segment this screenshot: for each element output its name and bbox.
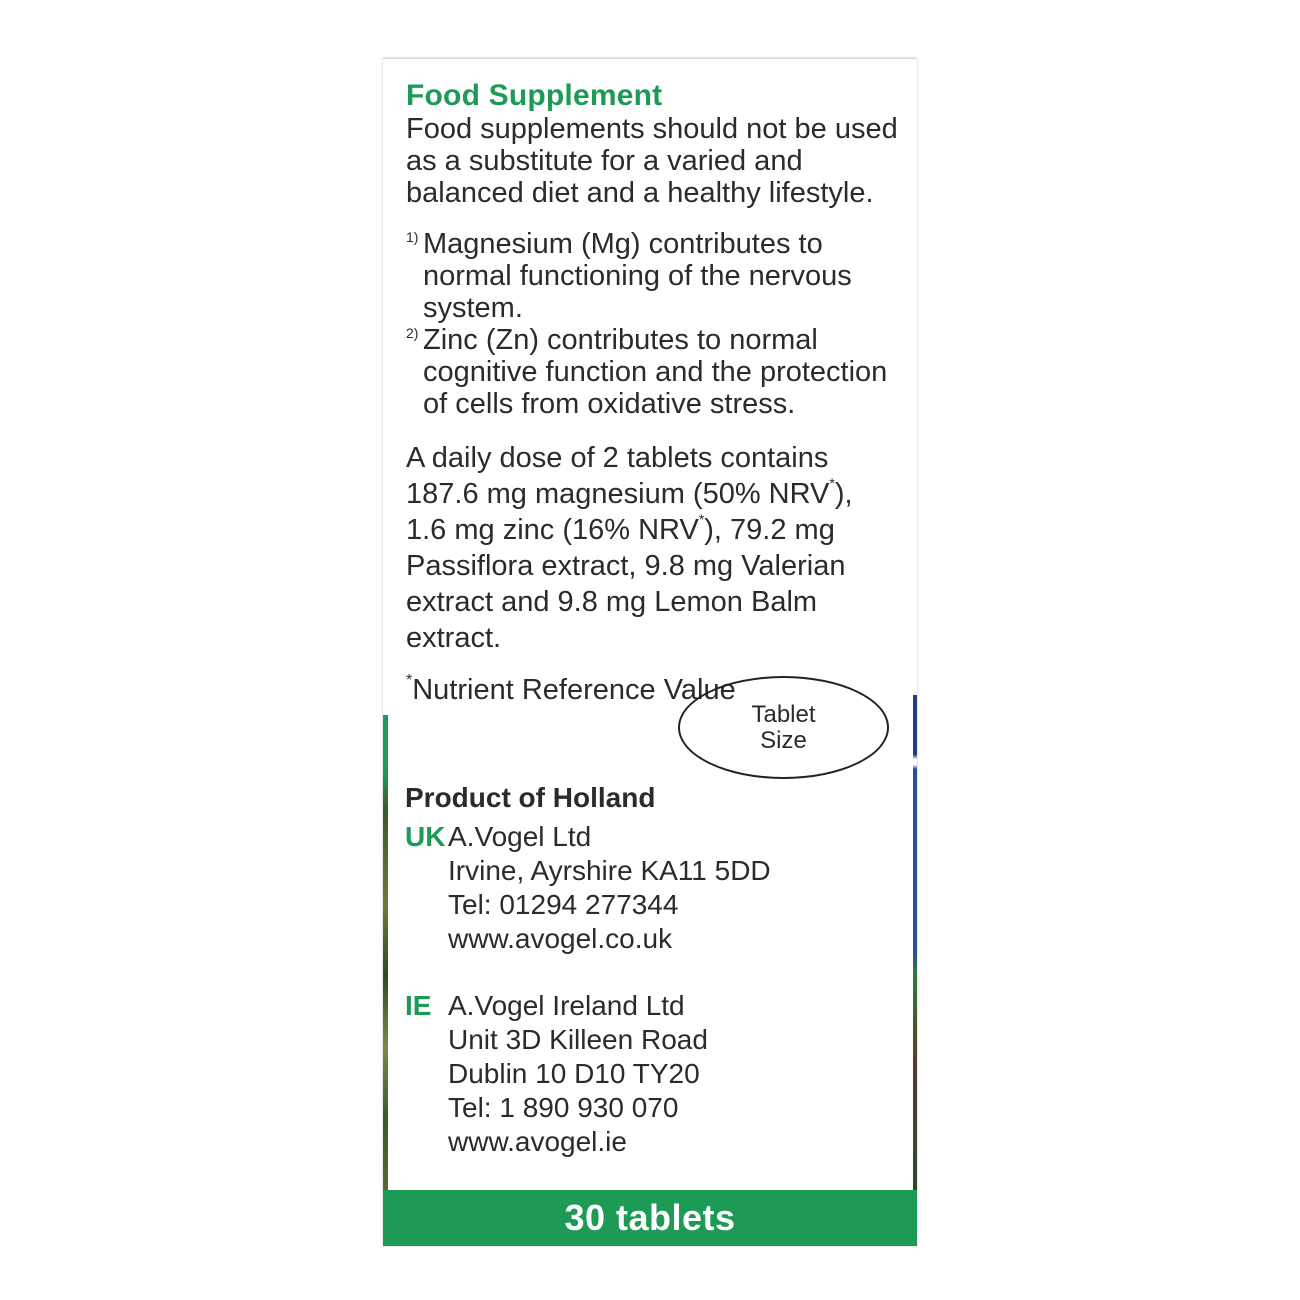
address-line: Unit 3D Killeen Road: [448, 1024, 708, 1055]
address-line: Irvine, Ayrshire KA11 5DD: [448, 855, 771, 886]
label-panel: [383, 58, 917, 1246]
dose-line: extract and 9.8 mg Lemon Balm extract.: [406, 586, 818, 654]
footnote-zinc: [406, 324, 901, 420]
country-code: IE: [405, 990, 432, 1021]
asterisk: *: [406, 672, 413, 689]
address-lines: [448, 989, 708, 1159]
address-line: Tel: 1 890 930 070: [448, 1092, 679, 1123]
address-line: Dublin 10 D10 TY20: [448, 1058, 700, 1089]
box-side-edge-left: [383, 715, 388, 1190]
footnote-line: cognitive function and the protection: [423, 356, 888, 388]
dose-text: ),: [834, 478, 853, 510]
dose-line: A daily dose of 2 tablets contains: [406, 442, 829, 474]
footnote-line: Magnesium (Mg) contributes to: [423, 228, 823, 260]
footnote-magnesium: [406, 228, 901, 324]
product-origin: Product of Holland: [405, 782, 656, 813]
footnote-line: of cells from oxidative stress.: [423, 388, 796, 420]
footnote-list: [406, 228, 901, 420]
nrv-text: Nutrient Reference Value: [412, 674, 736, 706]
label-text: [406, 79, 901, 706]
footnote-marker: 1): [406, 229, 419, 245]
address-line: www.avogel.co.uk: [448, 923, 673, 954]
address-line: www.avogel.ie: [448, 1126, 627, 1157]
intro-line: Food supplements should not be used: [406, 113, 898, 145]
section-heading: Food Supplement: [406, 79, 663, 112]
dose-line: Passiflora extract, 9.8 mg Valerian: [406, 550, 846, 582]
asterisk: *: [829, 475, 835, 491]
dose-line: [406, 476, 901, 512]
asterisk: *: [698, 511, 705, 527]
intro-line: balanced diet and a healthy lifestyle.: [406, 177, 874, 209]
dose-text: 1.6 mg zinc (16% NRV: [406, 514, 699, 546]
address-line: A.Vogel Ltd: [448, 821, 592, 852]
dose-text: 187.6 mg magnesium (50% NRV: [406, 478, 830, 510]
dose-line: [406, 512, 901, 548]
tablet-size-label: Tablet: [751, 700, 816, 728]
footnote-line: normal functioning of the nervous: [423, 260, 852, 292]
footnote-line: Zinc (Zn) contributes to normal: [423, 324, 818, 356]
intro-paragraph: [406, 113, 901, 209]
footnote-line: system.: [423, 292, 523, 324]
box-side-edge-right: [913, 695, 917, 1190]
intro-line: as a substitute for a varied and: [406, 145, 803, 177]
address-lines: [448, 820, 771, 956]
tablet-size-outline: [678, 676, 889, 779]
tablet-count-banner: 30 tablets: [383, 1190, 917, 1246]
address-line: Tel: 01294 277344: [448, 889, 679, 920]
address-line: A.Vogel Ireland Ltd: [448, 990, 685, 1021]
tablet-size-label: Size: [760, 726, 807, 754]
daily-dose-paragraph: [406, 440, 901, 656]
country-code: UK: [405, 821, 446, 852]
footnote-marker: 2): [406, 325, 419, 341]
dose-text: ), 79.2 mg: [704, 514, 835, 546]
